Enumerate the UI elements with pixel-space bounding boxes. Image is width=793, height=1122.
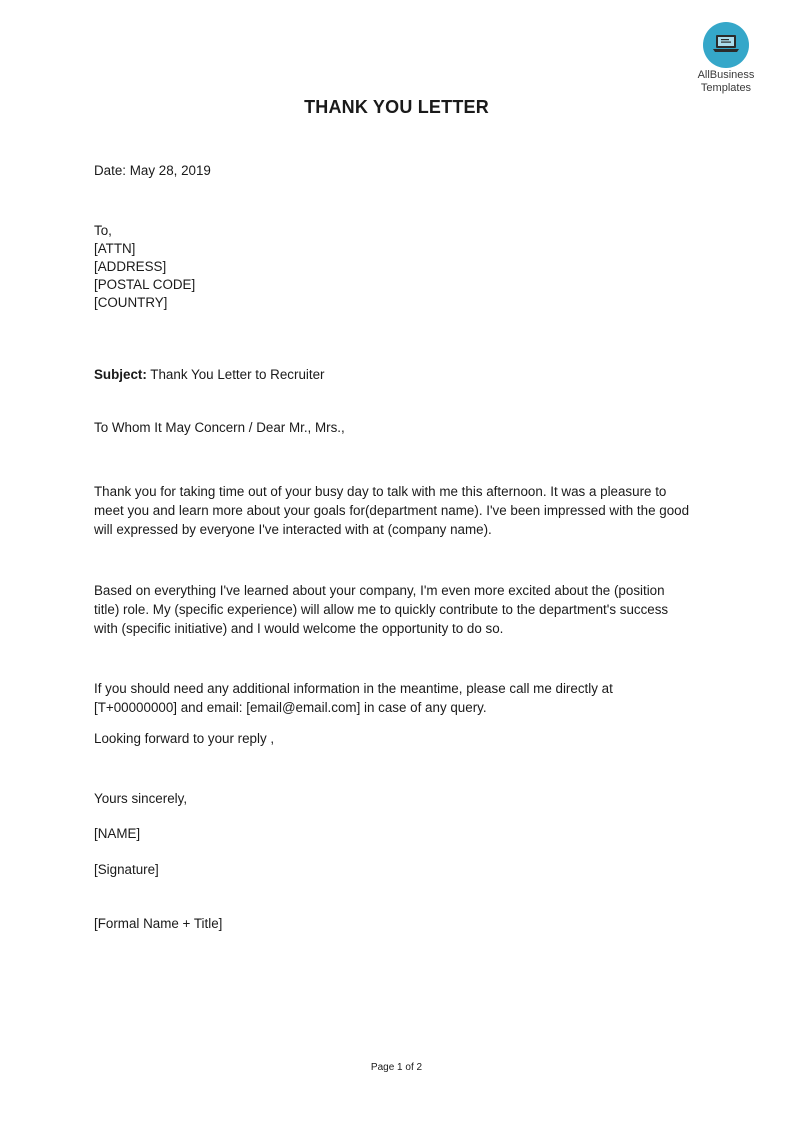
paragraph2-line3: with (specific initiative) and I would welcome the opportunity to do so. (94, 621, 504, 636)
paragraph2-line1: Based on everything I've learned about your company, I'm even more excited about the (position (94, 583, 665, 598)
logo-badge (703, 22, 749, 68)
salutation: To Whom It May Concern / Dear Mr., Mrs., (94, 420, 345, 435)
paragraph1-line2: meet you and learn more about your goals for(department name). I've been impressed with the good (94, 503, 690, 518)
page-number: Page 1 of 2 (370, 1062, 423, 1073)
signature-placeholder: [Signature] (94, 862, 159, 877)
recipient-to: To, (94, 223, 112, 238)
paragraph1-line3: will expressed by everyone I've interacted with at (company name). (94, 522, 492, 537)
formal-name-placeholder: [Formal Name + Title] (94, 916, 223, 931)
subject-label: Subject: (94, 367, 147, 382)
logo-text-line1: AllBusiness (697, 69, 755, 81)
date-line: Date: May 28, 2019 (94, 163, 211, 178)
recipient-address: [ADDRESS] (94, 259, 167, 274)
document-title: THANK YOU LETTER (304, 97, 489, 117)
subject-text: Thank You Letter to Recruiter (146, 367, 325, 382)
subject-line (94, 365, 325, 385)
closing-line: Looking forward to your reply , (94, 731, 275, 746)
allbusiness-logo (690, 22, 762, 94)
recipient-postal-code: [POSTAL CODE] (94, 277, 196, 292)
paragraph3-line1: If you should need any additional information in the meantime, please call me directly at (94, 681, 613, 696)
sign-off: Yours sincerely, (94, 791, 188, 806)
paragraph2-line2: title) role. My (specific experience) will allow me to quickly contribute to the department's success (94, 602, 669, 617)
paragraph1-line1: Thank you for taking time out of your busy day to talk with me this afternoon. It was a pleasure to (94, 484, 667, 499)
recipient-attn: [ATTN] (94, 241, 136, 256)
recipient-country: [COUNTRY] (94, 295, 168, 310)
name-placeholder: [NAME] (94, 826, 141, 841)
laptop-icon (712, 33, 740, 55)
logo-text-line2: Templates (700, 82, 752, 94)
paragraph3-line2: [T+00000000] and email: [email@email.com] in case of any query. (94, 700, 487, 715)
